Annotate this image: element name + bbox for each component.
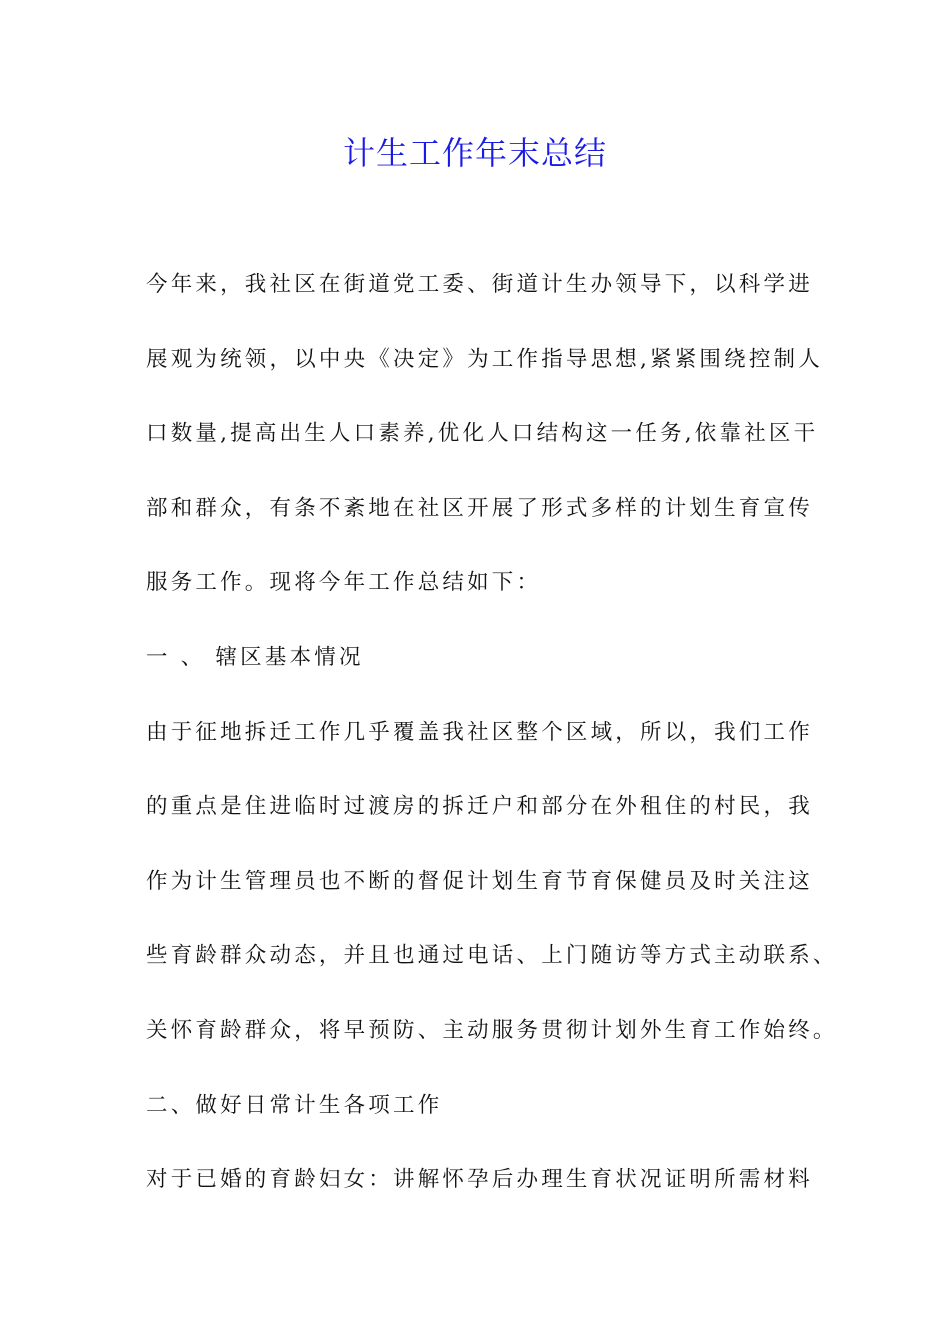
paragraph-line: 的重点是住进临时过渡房的拆迁户和部分在外租住的村民，我 xyxy=(146,794,813,820)
section-heading: 二、做好日常计生各项工作 xyxy=(146,1092,443,1118)
paragraph-line: 部和群众，有条不紊地在社区开展了形式多样的计划生育宣传 xyxy=(146,495,813,521)
paragraph-line: 今年来，我社区在街道党工委、街道计生办领导下，以科学进 xyxy=(146,272,813,297)
paragraph-line: 对于已婚的育龄妇女：讲解怀孕后办理生育状况证明所需材料 xyxy=(146,1167,813,1193)
paragraph-line: 服务工作。现将今年工作总结如下： xyxy=(146,570,542,596)
paragraph-line: 由于征地拆迁工作几乎覆盖我社区整个区域，所以，我们工作 xyxy=(146,719,813,745)
document-title: 计生工作年末总结 xyxy=(342,134,607,172)
paragraph-line: 展观为统领，以中央《决定》为工作指导思想,紧紧围绕控制人 xyxy=(146,346,823,372)
paragraph-line: 关怀育龄群众，将早预防、主动服务贯彻计划外生育工作始终。 xyxy=(146,1017,838,1043)
paragraph-line: 些育龄群众动态，并且也通过电话、上门随访等方式主动联系、 xyxy=(146,943,838,969)
paragraph-line: 口数量,提高出生人口素养,优化人口结构这一任务,依靠社区干 xyxy=(146,421,819,447)
paragraph-line: 作为计生管理员也不断的督促计划生育节育保健员及时关注这 xyxy=(146,868,813,894)
section-heading: 一 、 辖区基本情况 xyxy=(146,644,364,670)
document-body xyxy=(146,265,838,1235)
